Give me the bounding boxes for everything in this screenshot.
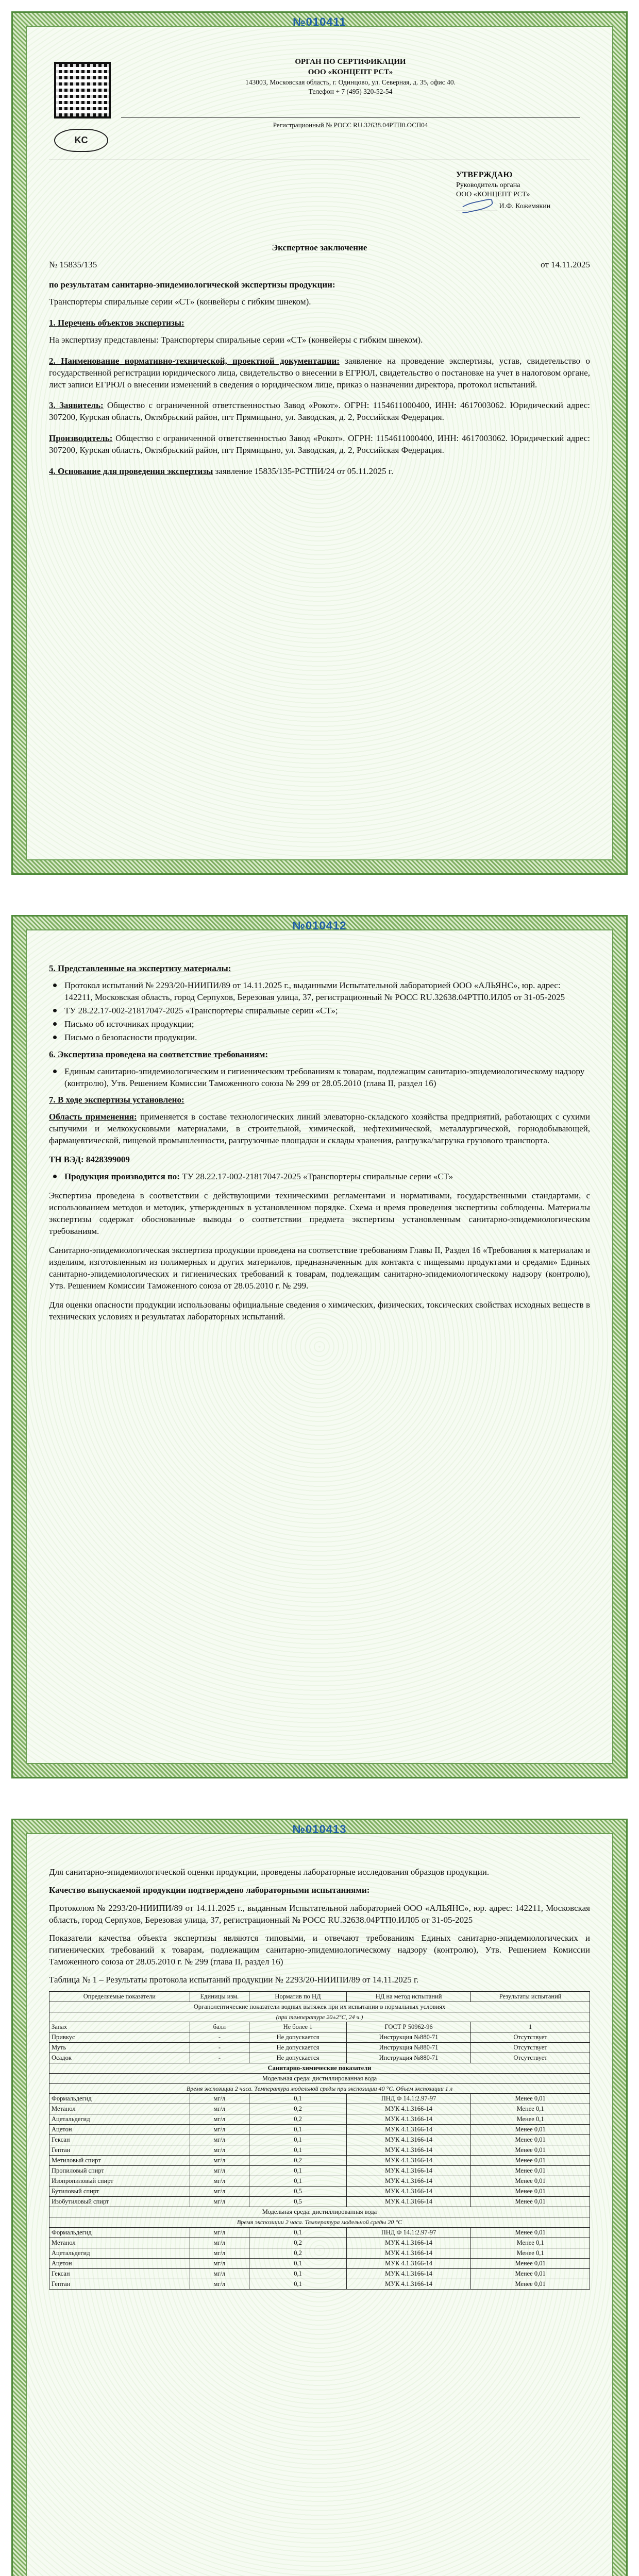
table-cell: Менее 0,1 (471, 2238, 590, 2248)
table-cell: (при температуре 20±2°С, 24 ч.) (49, 2012, 590, 2022)
table-cell: - (190, 2032, 249, 2042)
table-row (49, 2187, 590, 2197)
table-row (49, 2176, 590, 2187)
ks-logo: KC (54, 129, 108, 152)
table-cell: 0,1 (249, 2227, 347, 2238)
table-cell: 0,1 (249, 2094, 347, 2104)
table-cell: мг/л (190, 2104, 249, 2114)
section-subrow (49, 2083, 590, 2093)
subject-text: Транспортеры спиральные серии «СТ» (конвейеры с гибким шнеком). (49, 296, 311, 307)
table-cell: Осадок (49, 2053, 190, 2063)
table-cell: Гексан (49, 2135, 190, 2145)
header (49, 57, 590, 160)
table-cell: Менее 0,01 (471, 2125, 590, 2135)
column-header: Норматив по НД (249, 1991, 347, 2002)
table-cell: мг/л (190, 2125, 249, 2135)
table-cell: Метиловый спирт (49, 2156, 190, 2166)
section-5-list (49, 980, 590, 1044)
table-cell: 0,2 (249, 2156, 347, 2166)
approve-signer: И.Ф. Кожемякин (499, 202, 551, 210)
table-cell: Менее 0,1 (471, 2248, 590, 2258)
table-row (49, 2238, 590, 2248)
document-number: №010413 (292, 1823, 347, 1836)
table-cell: Бутиловый спирт (49, 2187, 190, 2197)
signature-icon (456, 199, 497, 211)
subject-heading: по результатам санитарно-эпидемиологической экспертизы продукции: (49, 279, 335, 290)
table-cell: 0,1 (249, 2125, 347, 2135)
page-3 (0, 1807, 639, 2576)
table-cell: МУК 4.1.3166-14 (346, 2238, 470, 2248)
section-1-heading: 1. Перечень объектов экспертизы: (49, 317, 184, 328)
producer-heading: Производитель: (49, 433, 113, 444)
table-cell: 0,1 (249, 2135, 347, 2145)
list-item: Письмо об источниках продукции; (64, 1019, 590, 1030)
section-6-list (49, 1066, 590, 1090)
table-cell: Гептан (49, 2145, 190, 2156)
table-cell: Не допускается (249, 2053, 347, 2063)
table-row (49, 2248, 590, 2258)
table-row (49, 2166, 590, 2176)
table-cell: Гептан (49, 2279, 190, 2289)
table-cell: МУК 4.1.3166-14 (346, 2258, 470, 2268)
org-phone: Телефон + 7 (495) 320-52-54 (308, 87, 393, 95)
table-row (49, 2258, 590, 2268)
approve-line-2: ООО «КОНЦЕПТ РСТ» (456, 190, 530, 198)
table-row (49, 2042, 590, 2053)
table-cell: Ацетон (49, 2125, 190, 2135)
section-4-text: заявление 15835/135-РСТПИ/24 от 05.11.2025 г. (215, 466, 394, 477)
org-title-2: ООО «КОНЦЕПТ РСТ» (308, 68, 393, 77)
table-cell: МУК 4.1.3166-14 (346, 2176, 470, 2187)
table-cell: Не более 1 (249, 2022, 347, 2032)
table-cell: мг/л (190, 2176, 249, 2187)
page-1-body (49, 242, 590, 483)
table-cell: 0,1 (249, 2268, 347, 2279)
table-cell: мг/л (190, 2114, 249, 2125)
section-row (49, 2002, 590, 2012)
approve-block (456, 170, 590, 211)
table-cell: Инструкция №880-71 (346, 2053, 470, 2063)
section-4 (49, 466, 590, 478)
table-row (49, 2268, 590, 2279)
table-cell: МУК 4.1.3166-14 (346, 2125, 470, 2135)
table-cell: 0,5 (249, 2197, 347, 2207)
table-cell: мг/л (190, 2268, 249, 2279)
table-cell: Менее 0,01 (471, 2279, 590, 2289)
table-cell: ГОСТ Р 50962-96 (346, 2022, 470, 2032)
column-header: Единицы изм. (190, 1991, 249, 2002)
section-3 (49, 400, 590, 423)
table-cell: Метанол (49, 2104, 190, 2114)
table-cell: мг/л (190, 2187, 249, 2197)
table-row (49, 2125, 590, 2135)
table-cell: Менее 0,1 (471, 2114, 590, 2125)
table-cell: Менее 0,01 (471, 2145, 590, 2156)
section-2-heading: 2. Наименование нормативно-технической, проектной документации: (49, 355, 340, 366)
table-cell: Модельная среда: дистиллированная вода (49, 2073, 590, 2083)
approve-title: УТВЕРЖДАЮ (456, 171, 513, 179)
table-cell: Не допускается (249, 2042, 347, 2053)
table-cell: МУК 4.1.3166-14 (346, 2166, 470, 2176)
table-cell: мг/л (190, 2248, 249, 2258)
table-cell: МУК 4.1.3166-14 (346, 2279, 470, 2289)
table-cell: мг/л (190, 2145, 249, 2156)
production-lead: Продукция производится по: (64, 1172, 180, 1182)
table-cell: МУК 4.1.3166-14 (346, 2248, 470, 2258)
table-cell: МУК 4.1.3166-14 (346, 2104, 470, 2114)
column-header: Определяемые показатели (49, 1991, 190, 2002)
section-4-heading: 4. Основание для проведения экспертизы (49, 466, 213, 477)
column-header: Результаты испытаний (471, 1991, 590, 2002)
list-item: Протокол испытаний № 2293/20-НИИПИ/89 от 14.11.2025 г., выданными Испытательной лабораторией ООО «АЛЬЯНС», юр. адрес: 142211, Московская область, город Серпухов, Березовая улица, 37, регистрационный № РОСС RU.32638.04РТП0.ИЛ05 от 31-05-2025 (64, 980, 590, 1004)
table-cell: МУК 4.1.3166-14 (346, 2268, 470, 2279)
table-cell: Инструкция №880-71 (346, 2042, 470, 2053)
section-3-text: Общество с ограниченной ответственностью Завод «Рокот». ОГРН: 1154611000400, ИНН: 4617003062. Юридический адрес: 307200, Курская область, Октябрьский район, пгт Прямицыно, ул. Заводская, д. 2, Российская Федерация. (49, 400, 591, 422)
table-cell: Менее 0,01 (471, 2258, 590, 2268)
table-cell: Муть (49, 2042, 190, 2053)
table-cell: МУК 4.1.3166-14 (346, 2197, 470, 2207)
table-header-row (49, 1991, 590, 2002)
indicators-text: Показатели качества объекта экспертизы являются типовыми, и отвечают требованиям Единых санитарно-эпидемиологических и гигиенических требований к товарам, подлежащим санитарно-эпидемиологическому надзору (контролю), Утв. Решением Комиссии Таможенного союза от 28.05.2010 г. № 299 (глава II, раздел 16) (49, 1933, 590, 1967)
list-item: Единым санитарно-эпидемиологическим и гигиеническим требованиям к товарам, подлежащим санитарно-эпидемиологическому надзору (контролю), Утв. Решением Комиссии Таможенного союза № 299 от 28.05.2010 (глава II, раздел 16) (64, 1066, 590, 1090)
org-address: 143003, Московская область, г. Одинцово, ул. Северная, д. 35, офис 40. (245, 78, 456, 86)
table-cell: - (190, 2042, 249, 2053)
table-cell: Менее 0,01 (471, 2176, 590, 2187)
table-cell: Пропиловый спирт (49, 2166, 190, 2176)
production-text: ТУ 28.22.17-002-21817047-2025 «Транспортеры спиральные серии «СТ» (182, 1172, 453, 1182)
section-7-heading: 7. В ходе экспертизы установлено: (49, 1095, 184, 1105)
table-cell: МУК 4.1.3166-14 (346, 2145, 470, 2156)
table-cell: мг/л (190, 2227, 249, 2238)
table-cell: мг/л (190, 2156, 249, 2166)
table-cell: мг/л (190, 2166, 249, 2176)
document-number: №010412 (292, 919, 347, 932)
table-cell: - (190, 2053, 249, 2063)
paragraph: Экспертиза проведена в соответствии с действующими техническими регламентами и нормативами, государственными стандартами, с использованием методов и методик, утвержденных в установленном порядке. Схема и время проведения экспертизы соблюдены. Материалы экспертизы содержат обоснованные выводы о соответствии предмета экспертизы установленным санитарно-эпидемиологическим требованиям. (49, 1191, 590, 1236)
table-cell: мг/л (190, 2135, 249, 2145)
table-cell: мг/л (190, 2258, 249, 2268)
table-row (49, 2114, 590, 2125)
doc-title: Экспертное заключение (272, 243, 367, 252)
table-cell: Санитарно-химические показатели (49, 2063, 590, 2073)
document-number: №010411 (293, 15, 346, 28)
table-cell: Привкус (49, 2032, 190, 2042)
table-cell: Метанол (49, 2238, 190, 2248)
table-cell: ПНД Ф 14.1:2.97-97 (346, 2227, 470, 2238)
table-cell: Гексан (49, 2268, 190, 2279)
list-item (64, 1171, 590, 1183)
list-item: Письмо о безопасности продукции. (64, 1032, 590, 1044)
table-row (49, 2053, 590, 2063)
application-area-lead: Область применения: (49, 1112, 137, 1122)
table-cell: Изобутиловый спирт (49, 2197, 190, 2207)
lab-heading: Качество выпускаемой продукции подтверждено лабораторными испытаниями: (49, 1885, 370, 1895)
table-cell: Менее 0,1 (471, 2104, 590, 2114)
tn-ved: ТН ВЭД: 8428399009 (49, 1155, 130, 1165)
section-row (49, 2207, 590, 2217)
table-cell: 0,2 (249, 2114, 347, 2125)
table-cell: 0,2 (249, 2104, 347, 2114)
table-cell: Органолептические показатели водных вытяжек при их испытании в нормальных условиях (49, 2002, 590, 2012)
table-row (49, 2227, 590, 2238)
table-caption: Таблица № 1 – Результаты протокола испытаний продукции № 2293/20-НИИПИ/89 от 14.11.2025 г. (49, 1974, 419, 1985)
column-header: НД на метод испытаний (346, 1991, 470, 2002)
table-cell: Формальдегид (49, 2094, 190, 2104)
table-cell: Менее 0,01 (471, 2187, 590, 2197)
table-cell: Отсутствует (471, 2042, 590, 2053)
section-row (49, 2063, 590, 2073)
table-cell: 0,1 (249, 2145, 347, 2156)
table-row (49, 2197, 590, 2207)
table-cell: Время экспозиции 2 часа. Температура модельной среды 20 °С (49, 2217, 590, 2227)
table-row (49, 2156, 590, 2166)
table-cell: Менее 0,01 (471, 2268, 590, 2279)
table-cell: МУК 4.1.3166-14 (346, 2114, 470, 2125)
table-cell: 1 (471, 2022, 590, 2032)
section-subrow (49, 2217, 590, 2227)
page-3-body (49, 1867, 590, 2290)
section-6-heading: 6. Экспертиза проведена на соответствие требованиям: (49, 1049, 268, 1059)
table-cell: 0,2 (249, 2248, 347, 2258)
application-area-text: применяется в составе технологических линий элеваторно-складского хозяйства предприятий, работающих с сухими сыпучими и мелкокусковыми материалами, в строительной, химической, нефтехимической, металлургической, горнодобывающей, фармацевтической, пищевой промышленности, разгрузочные площадки и склады хранения, разгрузка/загрузка грузового транспорта. (49, 1112, 591, 1146)
table-row (49, 2032, 590, 2042)
table-cell: 0,5 (249, 2187, 347, 2197)
production-list (49, 1171, 590, 1183)
doc-num: № 15835/135 (49, 259, 97, 269)
table-cell: МУК 4.1.3166-14 (346, 2187, 470, 2197)
table-cell: Отсутствует (471, 2032, 590, 2042)
table-cell: Менее 0,01 (471, 2227, 590, 2238)
table-cell: ПНД Ф 14.1:2.97-97 (346, 2094, 470, 2104)
table-cell: Менее 0,01 (471, 2166, 590, 2176)
table-cell: 0,1 (249, 2258, 347, 2268)
table-cell: Отсутствует (471, 2053, 590, 2063)
table-cell: мг/л (190, 2197, 249, 2207)
paragraph: Санитарно-эпидемиологическая экспертиза продукции проведена на соответствие требованиям Главы II, Раздел 16 «Требования к материалам и изделиям, изготовленным из полимерных и других материалов, предназначенным для контакта с пищевыми продуктами и средами» Единых санитарно-эпидемиологических и гигиенических требований к товарам, подлежащим санитарно-эпидемиологическому надзору (контролю), Утв. Решением Комиссии Таможенного союза от 28.05.2010 г. № 299. (49, 1245, 590, 1291)
table-cell: Менее 0,01 (471, 2197, 590, 2207)
section-row (49, 2073, 590, 2083)
table-cell: Не допускается (249, 2032, 347, 2042)
table-cell: Запах (49, 2022, 190, 2032)
producer-text: Общество с ограниченной ответственностью Завод «Рокот». ОГРН: 1154611000400, ИНН: 4617003062. Юридический адрес: 307200, Курская область, Октябрьский район, пгт Прямицыно, ул. Заводская, д. 2, Российская Федерация. (49, 433, 591, 455)
protocol-text: Протоколом № 2293/20-НИИПИ/89 от 14.11.2025 г., выданным Испытательной лабораторией ООО «АЛЬЯНС», юр. адрес: 142211, Московская область, город Серпухов, Березовая улица, 37, регистрационный № РОСС RU.32638.04РТП0.ИЛ05 от 31-05-2025 (49, 1903, 590, 1925)
table-cell: мг/л (190, 2238, 249, 2248)
registration-number: Регистрационный № РОСС RU.32638.04РТП0.ОСП04 (121, 117, 580, 129)
table-cell: Время экспозиции 2 часа. Температура модельной среды при экспозиции 40 °С. Объем экспозиции 1 л (49, 2083, 590, 2093)
table-cell: Ацетальдегид (49, 2248, 190, 2258)
approve-line-1: Руководитель органа (456, 181, 520, 189)
paragraph: Для оценки опасности продукции использованы официальные сведения о химических, физических, токсических свойствах исходных веществ в технических условиях и результатах лабораторных испытаний. (49, 1299, 590, 1321)
section-subrow (49, 2012, 590, 2022)
table-cell: Менее 0,01 (471, 2156, 590, 2166)
qr-code-icon (54, 62, 111, 118)
intro: Для санитарно-эпидемиологической оценки продукции, проведены лабораторные исследования образцов продукции. (49, 1867, 490, 1877)
table-row (49, 2094, 590, 2104)
table-cell: Инструкция №880-71 (346, 2032, 470, 2042)
table-cell: 0,1 (249, 2279, 347, 2289)
table-cell: МУК 4.1.3166-14 (346, 2156, 470, 2166)
org-title-1: ОРГАН ПО СЕРТИФИКАЦИИ (295, 58, 406, 66)
page-2-body (49, 963, 590, 1328)
table-cell: МУК 4.1.3166-14 (346, 2135, 470, 2145)
section-2 (49, 355, 590, 391)
page-2 (0, 904, 639, 1790)
table-cell: мг/л (190, 2279, 249, 2289)
table-cell: мг/л (190, 2094, 249, 2104)
section-3-heading: 3. Заявитель: (49, 400, 104, 411)
table-cell: 0,1 (249, 2166, 347, 2176)
table-row (49, 2104, 590, 2114)
table-row (49, 2145, 590, 2156)
section-5-heading: 5. Представленные на экспертизу материалы: (49, 963, 231, 973)
organization-block (121, 57, 580, 96)
table-cell: балл (190, 2022, 249, 2032)
table-cell: Менее 0,01 (471, 2135, 590, 2145)
page-1 (0, 0, 639, 886)
table-row (49, 2022, 590, 2032)
producer (49, 433, 590, 456)
table-row (49, 2135, 590, 2145)
table-cell: Изопропиловый спирт (49, 2176, 190, 2187)
section-2-text: заявление на проведение экспертизы, устав, свидетельство о государственной регистрации юридического лица, свидетельство о внесении в ЕГРЮЛ, свидетельство о постановке на учет в налоговом органе, лист записи ЕГРЮЛ о внесении изменений в сведения о юридическом лице, приказ о назначении директора, протокол испытаний. (49, 355, 590, 389)
doc-num-date-row (49, 259, 590, 271)
table-row (49, 2279, 590, 2289)
results-table (49, 1991, 590, 2290)
table-cell: Формальдегид (49, 2227, 190, 2238)
doc-date: от 14.11.2025 (541, 259, 590, 269)
table-cell: Модельная среда: дистиллированная вода (49, 2207, 590, 2217)
table-cell: Менее 0,01 (471, 2094, 590, 2104)
table-cell: Ацетальдегид (49, 2114, 190, 2125)
list-item: ТУ 28.22.17-002-21817047-2025 «Транспортеры спиральные серии «СТ»; (64, 1005, 590, 1017)
application-area (49, 1111, 590, 1147)
table-cell: 0,1 (249, 2176, 347, 2187)
table-cell: 0,2 (249, 2238, 347, 2248)
section-1-text: На экспертизу представлены: Транспортеры спиральные серии «СТ» (конвейеры с гибким шнеком). (49, 334, 423, 345)
table-cell: Ацетон (49, 2258, 190, 2268)
